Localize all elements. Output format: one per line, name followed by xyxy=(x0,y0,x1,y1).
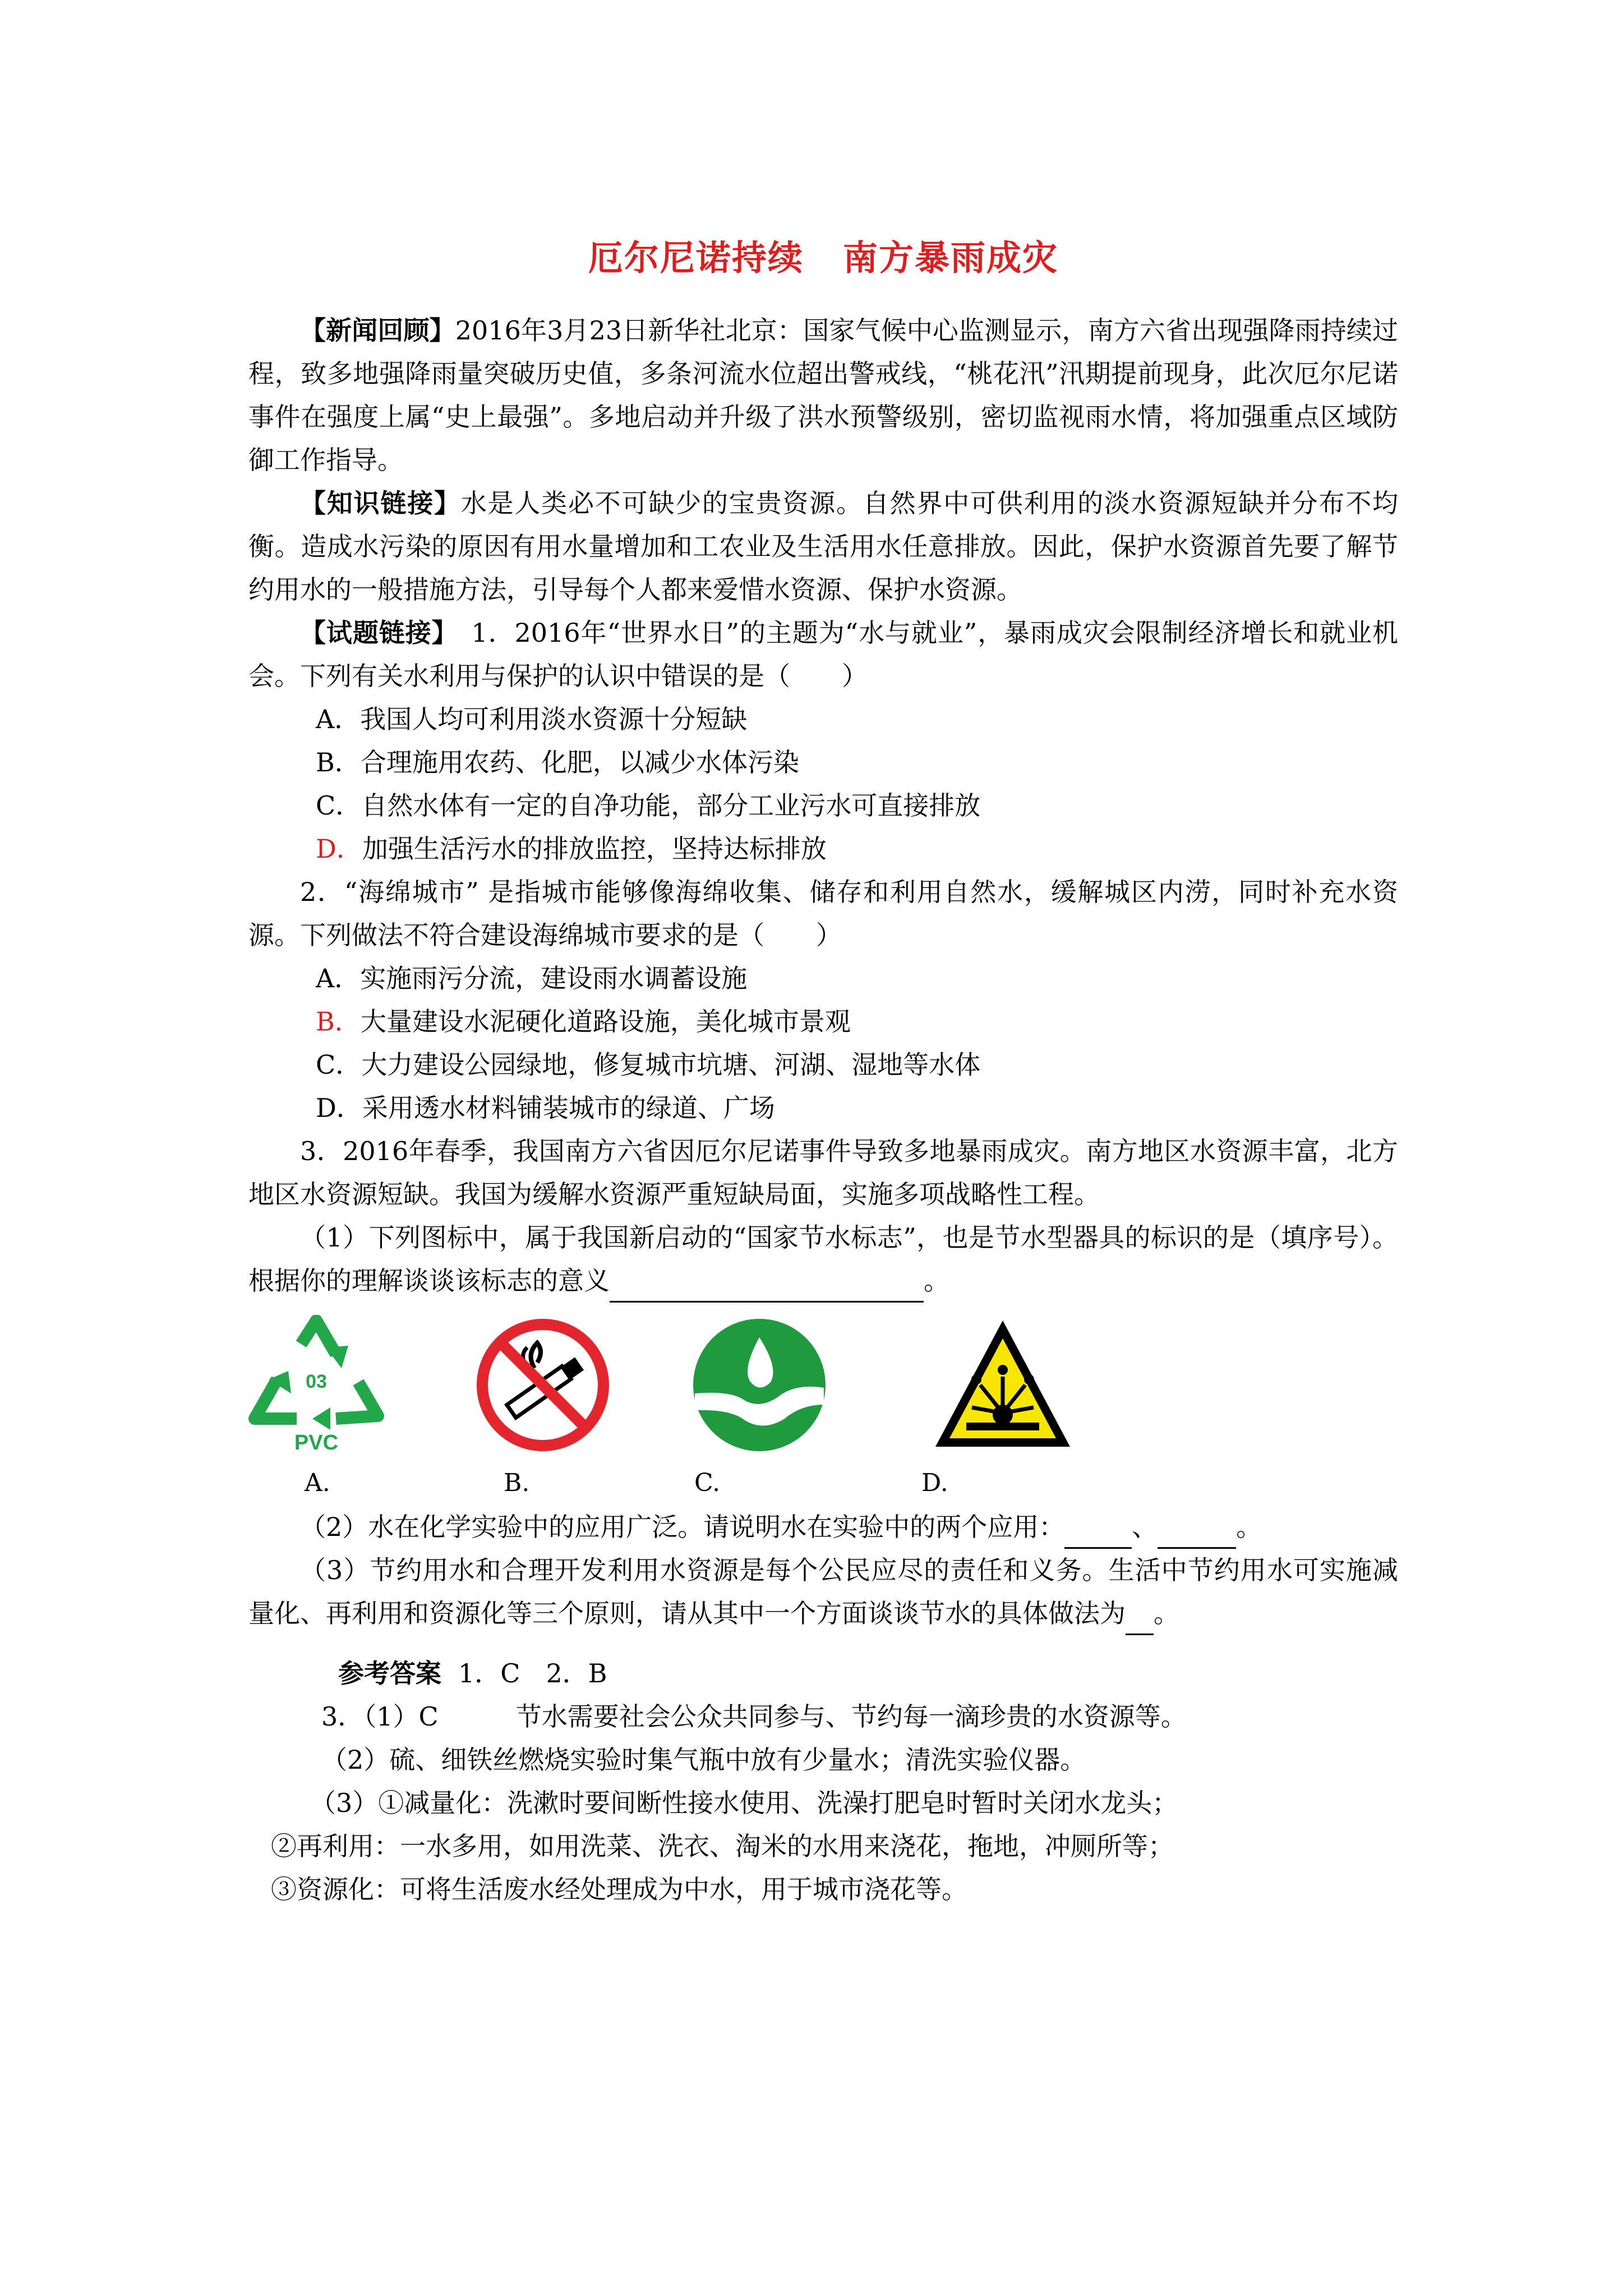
question-2-option-b xyxy=(248,1000,1398,1043)
answers-1-2: 1．C 2．B xyxy=(458,1658,607,1688)
sub-question-end: 。 xyxy=(1154,1598,1179,1628)
sign-options xyxy=(248,1315,1398,1506)
sub-question-text: （3）节约用水和合理开发利用水资源是每个公民应尽的责任和义务。生活中节约用水可实施减量化、再利用和资源化等三个原则，请从其中一个方面谈谈节水的具体做法为 xyxy=(248,1555,1398,1628)
answer-blank xyxy=(1064,1517,1132,1549)
news-tag: 【新闻回顾】 xyxy=(300,315,455,346)
sub-question-end: 。 xyxy=(924,1266,949,1296)
option-letter-answer: B． xyxy=(316,1006,361,1037)
title-part-2: 南方暴雨成灾 xyxy=(843,237,1059,278)
option-text: 加强生活污水的排放监控，坚持达标排放 xyxy=(362,834,827,864)
option-label-b: B. xyxy=(504,1469,530,1497)
sub-question-end: 。 xyxy=(1236,1512,1262,1542)
question-2-option-c xyxy=(248,1043,1398,1087)
option-text: 自然水体有一定的自净功能，部分工业污水可直接排放 xyxy=(361,790,981,821)
separator: 、 xyxy=(1132,1512,1158,1542)
question-1-stem xyxy=(248,611,1398,698)
option-label-d: D. xyxy=(921,1469,948,1497)
answer-3-2: （2）硫、细铁丝燃烧实验时集气瓶中放有少量水；清洗实验仪器。 xyxy=(321,1745,1086,1775)
sub-question-text: （1）下列图标中，属于我国新启动的“国家节水标志”，也是节水型器具的标识的是 xyxy=(300,1222,1255,1253)
option-letter: A． xyxy=(316,704,361,734)
option-label-c: C. xyxy=(694,1469,721,1497)
answer-blank xyxy=(610,1271,924,1303)
knowledge-paragraph xyxy=(248,482,1398,611)
question-1-option-a xyxy=(248,698,1398,741)
sub-question-text: （2）水在化学实验中的应用广泛。请说明水在实验中的两个应用： xyxy=(300,1512,1065,1542)
question-1-option-c xyxy=(248,784,1398,827)
option-letter: A． xyxy=(316,963,361,993)
page-title xyxy=(248,227,1398,289)
answer-blank xyxy=(1158,1517,1236,1549)
option-text: 大量建设水泥硬化道路设施，美化城市景观 xyxy=(360,1006,851,1037)
question-2-option-a xyxy=(248,957,1398,1000)
answers-heading: 参考答案 xyxy=(338,1658,441,1688)
question-1-option-b xyxy=(248,741,1398,784)
answer-blank xyxy=(1126,1603,1154,1635)
option-text: 采用透水材料铺装城市的绿道、广场 xyxy=(362,1093,775,1123)
answer-3-4: ②再利用：一水多用，如用洗菜、洗衣、淘米的水用来浇花，拖地，冲厕所等； xyxy=(271,1831,1174,1861)
answer-3-1: 3．（1）C 节水需要社会公众共同参与、节约每一滴珍贵的水资源等。 xyxy=(321,1701,1187,1732)
option-text: 合理施用农药、化肥，以减少水体污染 xyxy=(360,747,799,777)
no-smoking-icon xyxy=(473,1315,613,1455)
answer-3-5: ③资源化：可将生活废水经处理成为中水，用于城市浇花等。 xyxy=(271,1874,967,1904)
news-paragraph xyxy=(248,309,1398,482)
option-letter: C． xyxy=(316,790,362,821)
option-letter-answer: D． xyxy=(316,834,362,864)
exam-tag: 【试题链接】 xyxy=(300,618,445,648)
option-text: 大力建设公园绿地，修复城市坑塘、河湖、湿地等水体 xyxy=(361,1050,981,1080)
recycle-number: 03 xyxy=(306,1371,327,1392)
question-3-sub-2 xyxy=(248,1506,1398,1549)
knowledge-tag: 【知识链接】 xyxy=(300,488,461,518)
answer-3-3: （3）①减量化：洗漱时要间断性接水使用、洗澡打肥皂时暂时关闭水龙头； xyxy=(310,1788,1178,1818)
recycle-pvc-icon xyxy=(246,1315,386,1455)
question-2-option-d xyxy=(248,1087,1398,1130)
question-3-stem: 3．2016年春季，我国南方六省因厄尔尼诺事件导致多地暴雨成灾。南方地区水资源丰富，北方地区水资源短缺。我国为缓解水资源严重短缺局面，实施多项战略性工程。 xyxy=(248,1136,1398,1209)
option-letter: D． xyxy=(316,1093,362,1123)
answers-line-1 xyxy=(248,1652,1398,1695)
option-letter: B． xyxy=(316,747,361,777)
knowledge-text: 水是人类必不可缺少的宝贵资源。自然界中可供利用的淡水资源短缺并分布不均衡。造成水污染的原因有用水量增加和工农业及生活用水任意排放。因此，保护水资源首先要了解节约用水的一般措施方法，引导每个人都来爱惜水资源、保护水资源。 xyxy=(248,488,1399,605)
document-page xyxy=(248,227,1398,1911)
option-text: 实施雨污分流，建设雨水调蓄设施 xyxy=(360,963,748,993)
question-3-sub-1 xyxy=(248,1216,1398,1303)
recycle-material: PVC xyxy=(294,1431,339,1455)
question-2-stem: 2．“海绵城市” 是指城市能够像海绵收集、储存和利用自然水，缓解城区内涝，同时补充水资源。下列做法不符合建设海绵城市要求的是（ ） xyxy=(248,877,1398,950)
question-3-sub-3 xyxy=(248,1549,1398,1635)
news-text: 2016年3月23日新华社北京：国家气候中心监测显示，南方六省出现强降雨持续过程，致多地强降雨量突破历史值，多条河流水位超出警戒线，“桃花汛”汛期提前现身，此次厄尔尼诺事件在强度上属“史上最强”。多地启动并升级了洪水预警级别，密切监视雨水情，将加强重点区域防御工作指导。 xyxy=(248,315,1399,475)
option-letter: C． xyxy=(316,1050,362,1080)
explosive-warning-icon xyxy=(933,1315,1073,1455)
title-part-1: 厄尔尼诺持续 xyxy=(588,237,804,278)
option-label-a: A. xyxy=(305,1469,330,1497)
question-1-option-d xyxy=(248,827,1398,871)
water-saving-icon xyxy=(689,1315,829,1455)
option-text: 我国人均可利用淡水资源十分短缺 xyxy=(360,704,748,734)
sub-question-text: （填序号）。根据你的理解谈谈该标志的意义 xyxy=(248,1222,1399,1296)
answer-section xyxy=(248,1652,1398,1911)
question-1-text: 1．2016年“世界水日”的主题为“水与就业”，暴雨成灾会限制经济增长和就业机会。下列有关水利用与保护的认识中错误的是（ ） xyxy=(248,618,1398,691)
